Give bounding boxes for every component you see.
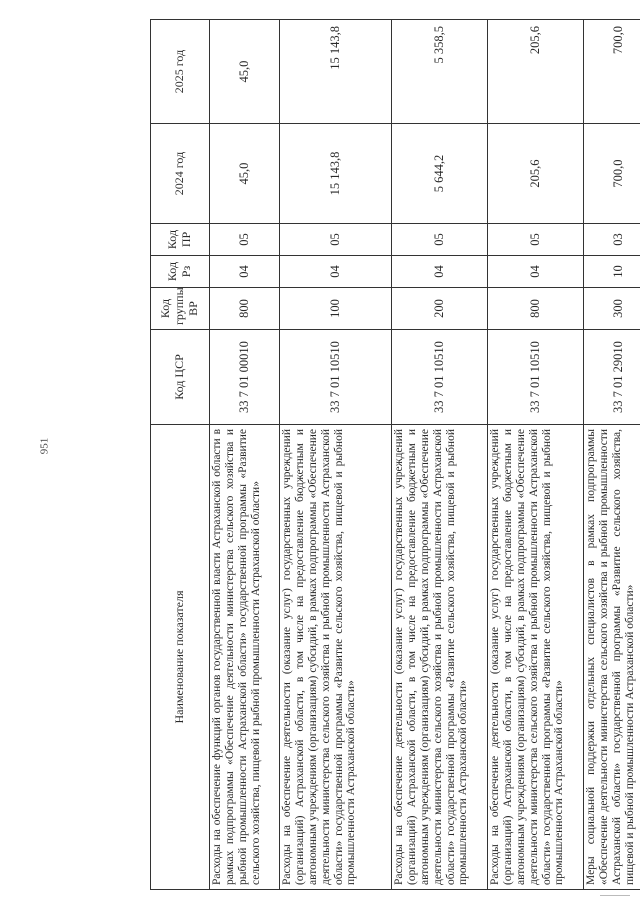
table-row <box>210 20 280 890</box>
row-rz: 04 <box>210 256 280 288</box>
row-2025: 5 358,5 <box>392 20 488 124</box>
row-2024: 15 143,8 <box>280 124 392 224</box>
page-number: 951 <box>38 437 51 455</box>
row-rz: 04 <box>392 256 488 288</box>
table-row <box>280 20 392 890</box>
row-name: Расходы на обеспечение функций органов государственной власти Астраханской области в рамках подпрограммы «Обеспечение деятельности министерства сельского хозяйства и рыбной промышленности Астраханской области» государственной программы «Развитие сельского хозяйства, пищевой и рыбной промышленности Астраханской области» <box>210 425 280 890</box>
row-2025: 700,0 <box>584 20 640 124</box>
row-pr: 03 <box>584 224 640 256</box>
row-csr: 33 7 01 10510 <box>392 330 488 425</box>
row-vr: 200 <box>392 288 488 330</box>
header-vr: Код группы ВР <box>151 288 210 330</box>
scan-artifact <box>600 895 630 896</box>
row-vr: 300 <box>584 288 640 330</box>
row-pr: 05 <box>280 224 392 256</box>
row-vr: 800 <box>210 288 280 330</box>
table-row <box>488 20 584 890</box>
row-2025: 45,0 <box>210 20 280 124</box>
header-name: Наименование показателя <box>151 425 210 890</box>
table-row <box>584 20 640 890</box>
row-rz: 04 <box>280 256 392 288</box>
row-name: Меры социальной поддержки отдельных специалистов в рамках подпрограммы «Обеспечение деятельности министерства сельского хозяйства и рыбной промышленности Астраханской области» государственной программы «Развитие сельского хозяйства, пищевой и рыбной промышленности Астраханской области» <box>584 425 640 890</box>
row-2025: 15 143,8 <box>280 20 392 124</box>
row-2024: 5 644,2 <box>392 124 488 224</box>
row-name: Расходы на обеспечение деятельности (оказание услуг) государственных учреждений (организаций) Астраханской области, в том числе на предоставление бюджетным и автономным учреждениям (организациям) субсидий, в рамках подпрограммы «Обеспечение деятельности министерства сельского хозяйства и рыбной промышленности Астраханской области» государственной программы «Развитие сельского хозяйства, пищевой и рыбной промышленности Астраханской области» <box>392 425 488 890</box>
row-csr: 33 7 01 10510 <box>488 330 584 425</box>
row-2024: 45,0 <box>210 124 280 224</box>
row-vr: 800 <box>488 288 584 330</box>
row-pr: 05 <box>392 224 488 256</box>
row-name: Расходы на обеспечение деятельности (оказание услуг) государственных учреждений (организаций) Астраханской области, в том числе на предоставление бюджетным и автономным учреждениям (организациям) субсидий, в рамках подпрограммы «Обеспечение деятельности министерства сельского хозяйства и рыбной промышленности Астраханской области» государственной программы «Развитие сельского хозяйства, пищевой и рыбной промышленности Астраханской области» <box>280 425 392 890</box>
row-vr: 100 <box>280 288 392 330</box>
row-2024: 700,0 <box>584 124 640 224</box>
row-rz: 04 <box>488 256 584 288</box>
row-pr: 05 <box>488 224 584 256</box>
row-2025: 205,6 <box>488 20 584 124</box>
row-rz: 10 <box>584 256 640 288</box>
table-header-row <box>151 20 210 890</box>
row-name: Расходы на обеспечение деятельности (оказание услуг) государственных учреждений (организаций) Астраханской области, в том числе на предоставление бюджетным и автономным учреждениям (организациям) субсидий, в рамках подпрограммы «Обеспечение деятельности министерства сельского хозяйства и рыбной промышленности Астраханской области» государственной программы «Развитие сельского хозяйства, пищевой и рыбной промышленности Астраханской области» <box>488 425 584 890</box>
table-row <box>392 20 488 890</box>
rotated-page <box>150 20 635 890</box>
header-csr: Код ЦСР <box>151 330 210 425</box>
header-2024: 2024 год <box>151 124 210 224</box>
header-2025: 2025 год <box>151 20 210 124</box>
row-csr: 33 7 01 10510 <box>280 330 392 425</box>
row-csr: 33 7 01 29010 <box>584 330 640 425</box>
row-pr: 05 <box>210 224 280 256</box>
header-pr: Код ПР <box>151 224 210 256</box>
row-csr: 33 7 01 00010 <box>210 330 280 425</box>
header-rz: Код Рз <box>151 256 210 288</box>
budget-table <box>150 19 640 890</box>
row-2024: 205,6 <box>488 124 584 224</box>
